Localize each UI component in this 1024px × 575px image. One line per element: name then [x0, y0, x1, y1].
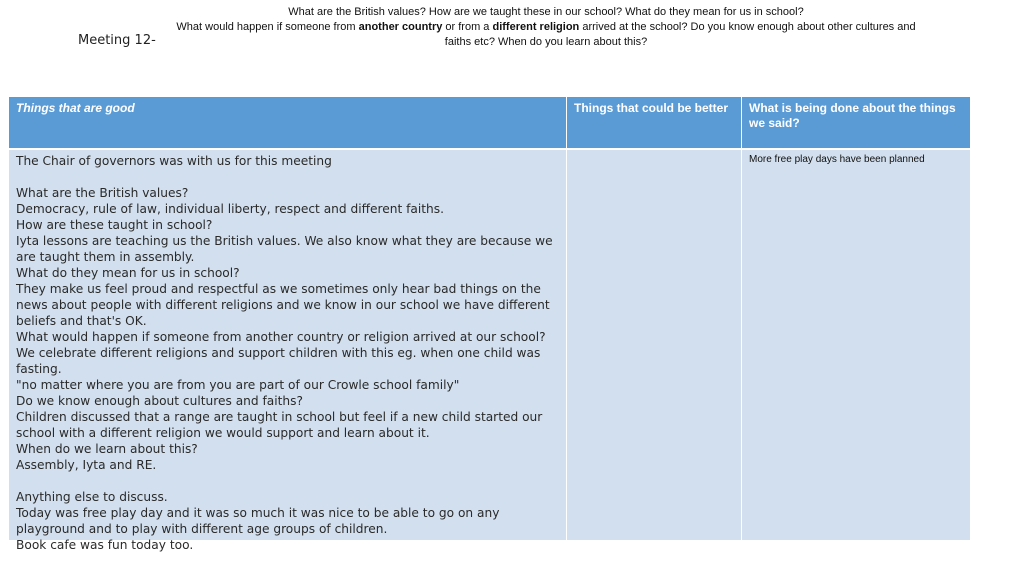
- header-things-good: Things that are good: [9, 97, 566, 148]
- being-done-text: More free play days have been planned: [749, 154, 925, 165]
- questions-heading: [166, 5, 926, 50]
- cell-things-better: [567, 150, 741, 540]
- header-things-better: Things that could be better: [567, 97, 741, 148]
- cell-being-done: [742, 150, 970, 540]
- questions-text-part: What would happen if someone from: [176, 21, 359, 33]
- questions-line-2: [166, 20, 926, 50]
- things-good-text: The Chair of governors was with us for this meeting What are the British values? Democracy, rule of law, individual liberty, respect and different faiths. How are these taught in school? Iyta lessons are teaching us the British values. We also know what they are because we are taught them in assembly. What do they mean for us in school? They make us feel proud and respectful as we sometimes only hear bad things on the news about people with different religions and we know in our school we have different beliefs and that's OK. What would happen if someone from another country or religion arrived at our school? We celebrate different religions and support children with this eg. when one child was fasting. "no matter where you are from you are part of our Crowle school family" Do we know enough about cultures and faiths? Children discussed that a range are taught in school but feel if a new child started our school with a different religion we would support and learn about it. When do we learn about this? Assembly, Iyta and RE. Anything else to discuss. Today was free play day and it was so much it was nice to be able to go on any playground and to play with different age groups of children. Book cafe was fun today too.: [16, 154, 553, 552]
- header-being-done: What is being done about the things we said?: [742, 97, 970, 148]
- questions-text-part: arrived at the school? Do you know enough about other cultures and faiths etc? When do you learn about this?: [444, 21, 916, 48]
- feedback-table: [9, 97, 970, 552]
- questions-emphasis-religion: different religion: [492, 21, 580, 33]
- questions-text-part: or from a: [442, 21, 493, 33]
- questions-line-1: What are the British values? How are we taught these in our school? What do they mean for us in school?: [288, 6, 804, 18]
- questions-emphasis-country: another country: [358, 21, 443, 33]
- meeting-label: Meeting 12-: [78, 33, 156, 48]
- cell-things-good: [9, 150, 566, 552]
